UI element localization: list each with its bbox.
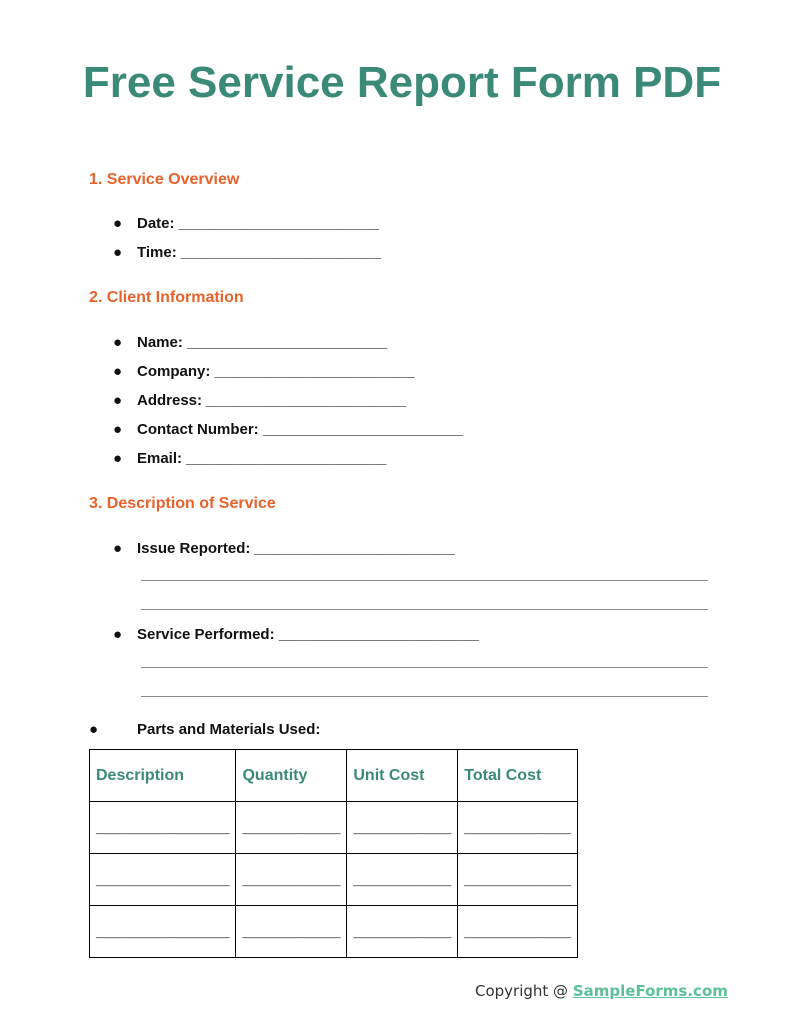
- bullet: ●: [113, 215, 123, 232]
- table-cell: ___________: [347, 906, 458, 958]
- section-heading: 3. Description of Service: [89, 495, 276, 512]
- section-heading: 2. Client Information: [89, 289, 244, 306]
- table-cell: _______________: [90, 906, 236, 958]
- writing-line: [141, 696, 708, 697]
- bullet: ●: [89, 721, 99, 738]
- name-field: Name: ________________________: [137, 334, 388, 351]
- parts-table: [89, 749, 578, 958]
- list-item: [113, 421, 463, 438]
- section-heading: 1. Service Overview: [89, 171, 240, 188]
- list-item: [113, 334, 387, 351]
- email-field: Email: ________________________: [137, 450, 387, 467]
- list-item: [113, 244, 381, 261]
- issue-reported-field: Issue Reported: ________________________: [137, 540, 455, 557]
- header-description: Description: [90, 750, 236, 802]
- list-item: [113, 540, 455, 557]
- company-field: Company: ________________________: [137, 363, 415, 380]
- bullet: ●: [113, 626, 123, 643]
- writing-line: [141, 667, 708, 668]
- bullet: ●: [113, 392, 123, 409]
- table-cell: ___________: [347, 854, 458, 906]
- address-field: Address: ________________________: [137, 392, 407, 409]
- table-cell: _______________: [90, 802, 236, 854]
- writing-line: [141, 609, 708, 610]
- header-total-cost: Total Cost: [458, 750, 578, 802]
- header-unit-cost: Unit Cost: [347, 750, 458, 802]
- bullet: ●: [113, 540, 123, 557]
- list-item: [113, 363, 415, 380]
- copyright: [475, 982, 728, 1000]
- parts-label: [89, 721, 320, 738]
- header-quantity: Quantity: [236, 750, 347, 802]
- page-title: Free Service Report Form PDF: [82, 58, 722, 107]
- table-cell: ___________: [347, 802, 458, 854]
- list-item: [113, 626, 479, 643]
- table-cell: ___________: [236, 854, 347, 906]
- contact-number-field: Contact Number: ________________________: [137, 421, 464, 438]
- parts-label-text: Parts and Materials Used:: [137, 721, 321, 738]
- copyright-text: Copyright @: [475, 982, 573, 1000]
- bullet: ●: [113, 363, 123, 380]
- list-item: [113, 450, 386, 467]
- bullet: ●: [113, 334, 123, 351]
- bullet: ●: [113, 421, 123, 438]
- time-field: Time: ________________________: [137, 244, 382, 261]
- sampleforms-link[interactable]: SampleForms.com: [572, 982, 728, 1000]
- table-row: [90, 906, 578, 958]
- table-row: [90, 854, 578, 906]
- date-field: Date: ________________________: [137, 215, 379, 232]
- table-cell: _______________: [90, 854, 236, 906]
- bullet: ●: [113, 244, 123, 261]
- table-cell: ___________: [236, 906, 347, 958]
- table-cell: ____________: [458, 906, 578, 958]
- table-header-row: [90, 750, 578, 802]
- table-cell: ___________: [236, 802, 347, 854]
- writing-line: [141, 580, 708, 581]
- table-row: [90, 802, 578, 854]
- list-item: [113, 215, 379, 232]
- table-cell: ____________: [458, 802, 578, 854]
- service-performed-field: Service Performed: ________________________: [137, 626, 479, 643]
- list-item: [113, 392, 406, 409]
- bullet: ●: [113, 450, 123, 467]
- table-cell: ____________: [458, 854, 578, 906]
